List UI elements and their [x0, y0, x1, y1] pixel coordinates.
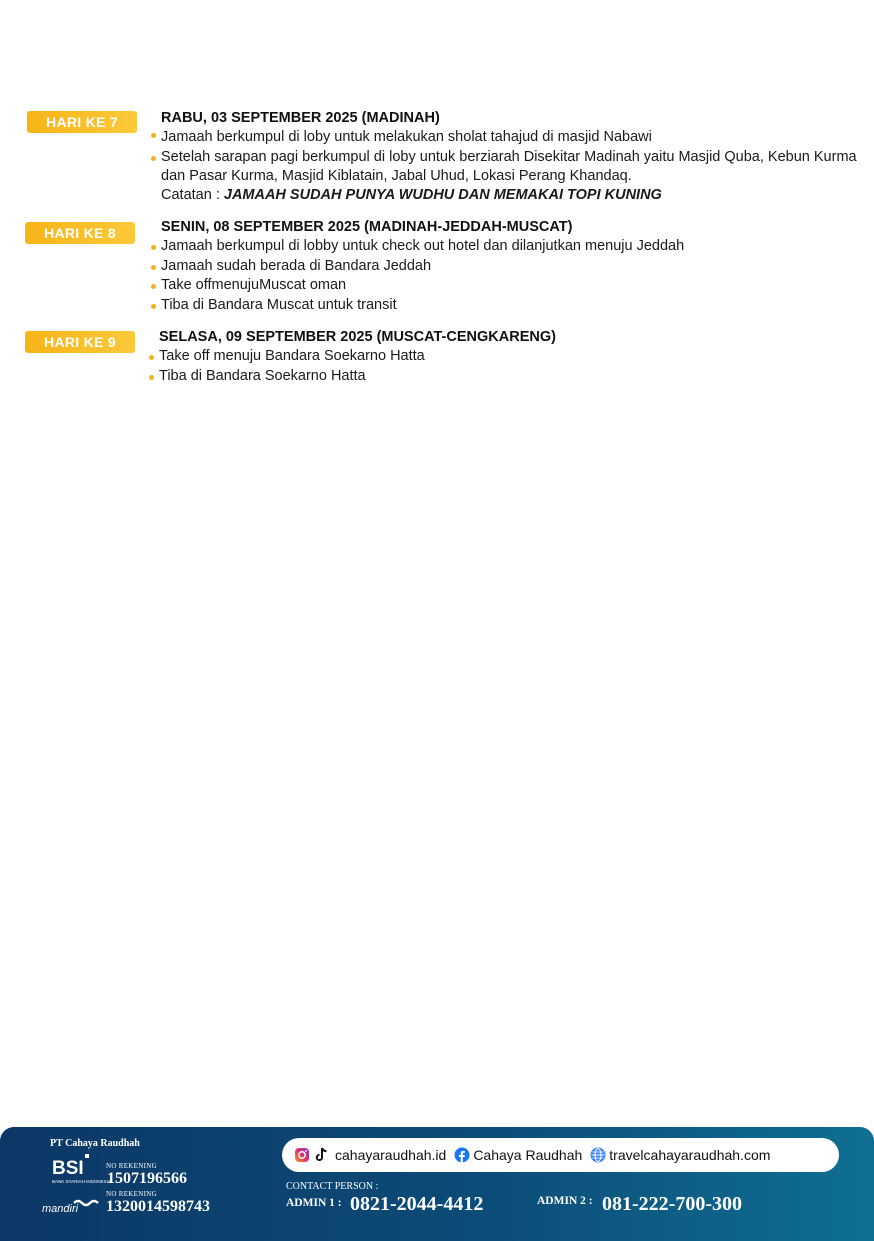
- list-item: Take offmenujuMuscat oman: [161, 276, 861, 296]
- list-item: Tiba di Bandara Muscat untuk transit: [161, 296, 861, 316]
- list-item: Jamaah berkumpul di lobby untuk check out hotel dan dilanjutkan menuju Jeddah: [161, 237, 861, 257]
- day-title: RABU, 03 SEPTEMBER 2025 (MADINAH): [161, 110, 440, 126]
- bullet-icon: [151, 265, 156, 270]
- bullet-icon: [151, 156, 156, 161]
- facebook-handle[interactable]: Cahaya Raudhah: [473, 1147, 583, 1163]
- day-badge: HARI KE 7: [27, 111, 137, 133]
- admin2-label: ADMIN 2 :: [537, 1195, 593, 1207]
- bsi-rek-number: 1507196566: [107, 1170, 187, 1187]
- bsi-logo-icon: [52, 1154, 111, 1190]
- svg-text:mandiri: mandiri: [42, 1203, 79, 1215]
- list-item: Take off menuju Bandara Soekarno Hatta: [159, 347, 859, 367]
- svg-text:BANK SYARIAH INDONESIA: BANK SYARIAH INDONESIA: [52, 1179, 111, 1184]
- mandiri-rek-label: NO REKENING: [106, 1190, 157, 1198]
- list-item: Tiba di Bandara Soekarno Hatta: [159, 367, 859, 387]
- bullet-icon: [151, 133, 156, 138]
- globe-icon: [590, 1147, 606, 1163]
- bullet-icon: [149, 355, 154, 360]
- mandiri-rek-number: 1320014598743: [106, 1198, 210, 1215]
- bullet-icon: [151, 284, 156, 289]
- facebook-icon: [454, 1147, 470, 1163]
- admin1-number[interactable]: 0821-2044-4412: [350, 1193, 484, 1215]
- company-name: PT Cahaya Raudhah: [50, 1138, 140, 1149]
- day-items: [159, 347, 859, 386]
- instagram-icon: [294, 1147, 310, 1163]
- svg-text:BSI: BSI: [52, 1158, 84, 1179]
- day-title: SENIN, 08 SEPTEMBER 2025 (MADINAH-JEDDAH-MUSCAT): [161, 219, 573, 235]
- note-text: JAMAAH SUDAH PUNYA WUDHU DAN MEMAKAI TOPI KUNING: [223, 187, 662, 203]
- footer: [0, 1127, 874, 1241]
- admin1-label: ADMIN 1 :: [286, 1197, 342, 1209]
- bullet-icon: [149, 375, 154, 380]
- day-items: [161, 237, 861, 315]
- contact-person-label: CONTACT PERSON :: [286, 1181, 379, 1192]
- admin2-number[interactable]: 081-222-700-300: [602, 1193, 742, 1215]
- day-items: [161, 128, 861, 187]
- day-badge: HARI KE 8: [25, 222, 135, 244]
- bullet-icon: [151, 304, 156, 309]
- day-badge: HARI KE 9: [25, 331, 135, 353]
- list-item: Jamaah berkumpul di loby untuk melakukan sholat tahajud di masjid Nabawi: [161, 128, 861, 148]
- instagram-tiktok-handle[interactable]: cahayaraudhah.id: [335, 1147, 447, 1163]
- bullet-icon: [151, 245, 156, 250]
- website-link[interactable]: travelcahayaraudhah.com: [609, 1147, 771, 1163]
- mandiri-logo-icon: [42, 1197, 102, 1215]
- list-item: Jamaah sudah berada di Bandara Jeddah: [161, 257, 861, 277]
- list-item: Setelah sarapan pagi berkumpul di loby untuk berziarah Disekitar Madinah yaitu Masjid Quba, Kebun Kurma dan Pasar Kurma, Masjid Kiblatain, Jabal Uhud, Lokasi Perang Khandaq.: [161, 148, 861, 187]
- tiktok-icon: [313, 1147, 329, 1163]
- bsi-rek-label: NO REKENING: [106, 1162, 157, 1170]
- social-bar: [282, 1138, 839, 1172]
- day-note: [161, 186, 662, 206]
- day-title: SELASA, 09 SEPTEMBER 2025 (MUSCAT-CENGKARENG): [159, 329, 556, 345]
- note-label: Catatan :: [161, 187, 220, 203]
